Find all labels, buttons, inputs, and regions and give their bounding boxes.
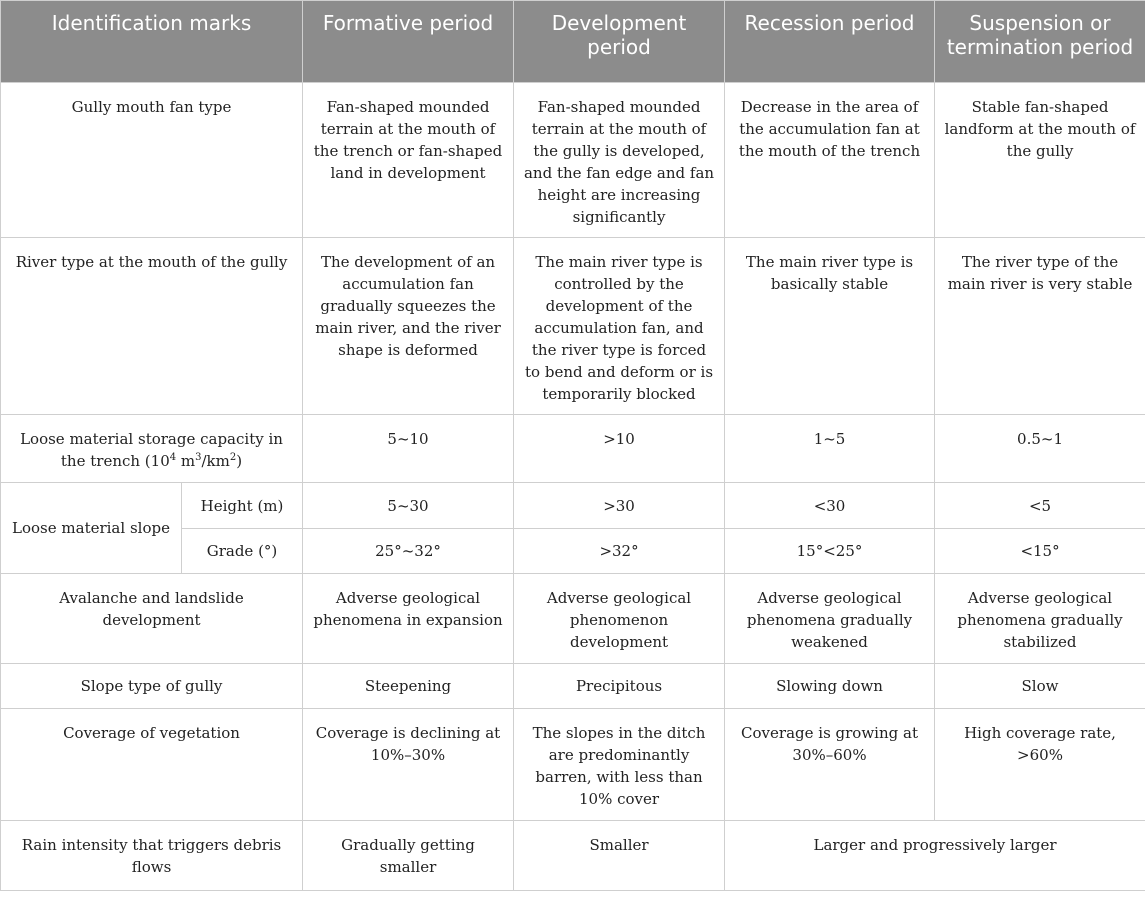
cell-formative: 5~30 [303, 483, 514, 529]
header-identification-marks: Identification marks [1, 1, 303, 83]
header-formative-period: Formative period [303, 1, 514, 83]
cell-formative: Adverse geological phenomena in expansion [303, 574, 514, 664]
cell-development: Smaller [514, 821, 725, 891]
cell-suspension: Adverse geological phenomena gradually stabilized [935, 574, 1145, 664]
table-row-slope-height [1, 483, 1145, 529]
cell-recession: 15°<25° [725, 529, 935, 574]
storage-label-close: ) [236, 452, 243, 470]
cell-formative: Gradually getting smaller [303, 821, 514, 891]
storage-label-unit-m: m [176, 452, 196, 470]
cell-development: Fan-shaped mounded terrain at the mouth of the gully is developed, and the fan edge and fan height are increasing significantly [514, 83, 725, 238]
cell-recession: Coverage is growing at 30%–60% [725, 709, 935, 821]
cell-formative: 25°~32° [303, 529, 514, 574]
cell-formative: Coverage is declining at 10%–30% [303, 709, 514, 821]
cell-recession: 1~5 [725, 415, 935, 483]
sub-label-grade: Grade (°) [182, 529, 303, 574]
sub-label-height: Height (m) [182, 483, 303, 529]
header-recession-period: Recession period [725, 1, 935, 83]
table-row-storage-capacity [1, 415, 1145, 483]
cell-development: Adverse geological phenomenon development [514, 574, 725, 664]
row-label: Coverage of vegetation [1, 709, 303, 821]
row-label: Slope type of gully [1, 664, 303, 709]
cell-recession-suspension: Larger and progressively larger [725, 821, 1145, 891]
row-label-loose-material-slope: Loose material slope [1, 483, 182, 574]
table-row-rain-intensity [1, 821, 1145, 891]
table-row-river-type [1, 238, 1145, 415]
cell-development: >30 [514, 483, 725, 529]
cell-formative: Fan-shaped mounded terrain at the mouth of the trench or fan-shaped land in development [303, 83, 514, 238]
cell-recession: The main river type is basically stable [725, 238, 935, 415]
header-row [1, 1, 1145, 83]
cell-development: >32° [514, 529, 725, 574]
cell-recession: Adverse geological phenomena gradually weakened [725, 574, 935, 664]
row-label: Gully mouth fan type [1, 83, 303, 238]
cell-suspension: High coverage rate, >60% [935, 709, 1145, 821]
cell-suspension: 0.5~1 [935, 415, 1145, 483]
cell-suspension: The river type of the main river is very stable [935, 238, 1145, 415]
cell-formative: Steepening [303, 664, 514, 709]
storage-label-exp3: 2 [229, 452, 237, 463]
row-label: Avalanche and landslide development [1, 574, 303, 664]
table-row-avalanche [1, 574, 1145, 664]
cell-recession: Slowing down [725, 664, 935, 709]
cell-recession: Decrease in the area of the accumulation fan at the mouth of the trench [725, 83, 935, 238]
row-label: Rain intensity that triggers debris flows [1, 821, 303, 891]
header-development-period: Development period [514, 1, 725, 83]
cell-development: The main river type is controlled by the development of the accumulation fan, and the river type is forced to bend and deform or is temporarily blocked [514, 238, 725, 415]
cell-formative: 5~10 [303, 415, 514, 483]
row-label [1, 415, 303, 483]
cell-suspension: Slow [935, 664, 1145, 709]
row-label: River type at the mouth of the gully [1, 238, 303, 415]
table-row-fan-type [1, 83, 1145, 238]
storage-label-text: Loose material storage capacity in the trench (10 [20, 430, 283, 470]
cell-suspension: <5 [935, 483, 1145, 529]
cell-development: Precipitous [514, 664, 725, 709]
cell-recession: <30 [725, 483, 935, 529]
cell-development: >10 [514, 415, 725, 483]
table-row-vegetation [1, 709, 1145, 821]
cell-development: The slopes in the ditch are predominantly barren, with less than 10% cover [514, 709, 725, 821]
storage-label-exp1: 4 [169, 452, 177, 463]
storage-label-exp2: 3 [195, 452, 202, 463]
table-row-gully-slope [1, 664, 1145, 709]
header-suspension-period: Suspension or termination period [935, 1, 1145, 83]
storage-label-unit-km: /km [201, 452, 230, 470]
cell-suspension: Stable fan-shaped landform at the mouth of the gully [935, 83, 1145, 238]
cell-formative: The development of an accumulation fan gradually squeezes the main river, and the river shape is deformed [303, 238, 514, 415]
cell-suspension: <15° [935, 529, 1145, 574]
